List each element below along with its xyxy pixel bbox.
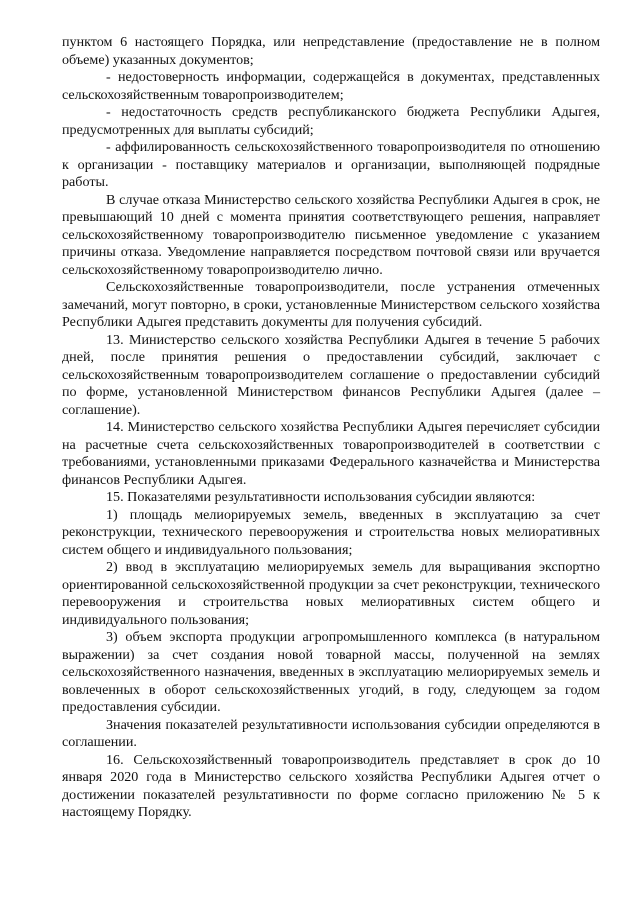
paragraph-reason-affiliation: - аффилированность сельскохозяйственного товаропроизводителя по отношению к организации - поставщику материалов и организации, выполняющей подрядные работы. [62,139,600,190]
paragraph-indicator-1: 1) площадь мелиорируемых земель, введенных в эксплуатацию за счет реконструкции, технического перевооружения и строительства новых мелиоративных систем общего и индивидуального пользования; [62,506,600,558]
paragraph-reason-insufficient-funds: - недостаточность средств республиканского бюджета Республики Адыгея, предусмотренных для выплаты субсидий; [62,104,600,138]
paragraph-item-15: 15. Показателями результативности использования субсидии являются: [106,489,536,505]
paragraph-resubmission: Сельскохозяйственные товаропроизводители, после устранения отмеченных замечаний, могут повторно, в сроки, установленные Министерством сельского хозяйства Республики Адыгея представить документы для получения субсидий. [62,279,600,330]
document-page [62,34,600,822]
paragraph-item-16: 16. Сельскохозяйственный товаропроизводитель представляет в срок до 10 января 2020 года в Министерство сельского хозяйства Республики Адыгея отчет о достижении показателей результативности по форме согласно приложению № 5 к настоящему Порядку. [62,751,600,820]
paragraph-continuation: пунктом 6 настоящего Порядка, или непредставление (предоставление не в полном объеме) указанных документов; [62,34,600,68]
paragraph-reason-inaccuracy: - недостоверность информации, содержащейся в документах, представленных сельскохозяйственным товаропроизводителем; [62,69,600,103]
paragraph-indicator-3: 3) объем экспорта продукции агропромышленного комплекса (в натуральном выражении) за счет создания новой товарной массы, полученной на землях сельскохозяйственного назначения, введенных в эксплуатацию мелиорируемых земель и вовлеченных в оборот сельскохозяйственных угодий, в году, следующем за годом предоставления субсидии. [62,629,600,715]
paragraph-refusal-notice: В случае отказа Министерство сельского хозяйства Республики Адыгея в срок, не превышающий 10 дней с момента принятия соответствующего решения, направляет сельскохозяйственному товаропроизводителю письменное уведомление с указанием причины отказа. Уведомление направляется посредством почтовой связи или вручается сельскохозяйственному товаропроизводителю лично. [62,191,600,278]
paragraph-indicator-values: Значения показателей результативности использования субсидии определяются в соглашении. [62,716,600,750]
paragraph-item-13: 13. Министерство сельского хозяйства Республики Адыгея в течение 5 рабочих дней, после принятия решения о предоставлении субсидий, заключает с сельскохозяйственным товаропроизводителем соглашение о предоставлении субсидий по форме, установленной Министерством финансов Республики Адыгея (далее – соглашение). [62,331,600,418]
paragraph-indicator-2: 2) ввод в эксплуатацию мелиорируемых земель для выращивания экспортно ориентированной сельскохозяйственной продукции за счет реконструкции, технического перевооружения и строительства новых мелиоративных систем общего и индивидуального пользования; [62,559,600,628]
paragraph-item-14: 14. Министерство сельского хозяйства Республики Адыгея перечисляет субсидии на расчетные счета сельскохозяйственных товаропроизводителей в соответствии с требованиями, установленными приказами Федерального казначейства и Министерства финансов Республики Адыгея. [62,419,600,488]
